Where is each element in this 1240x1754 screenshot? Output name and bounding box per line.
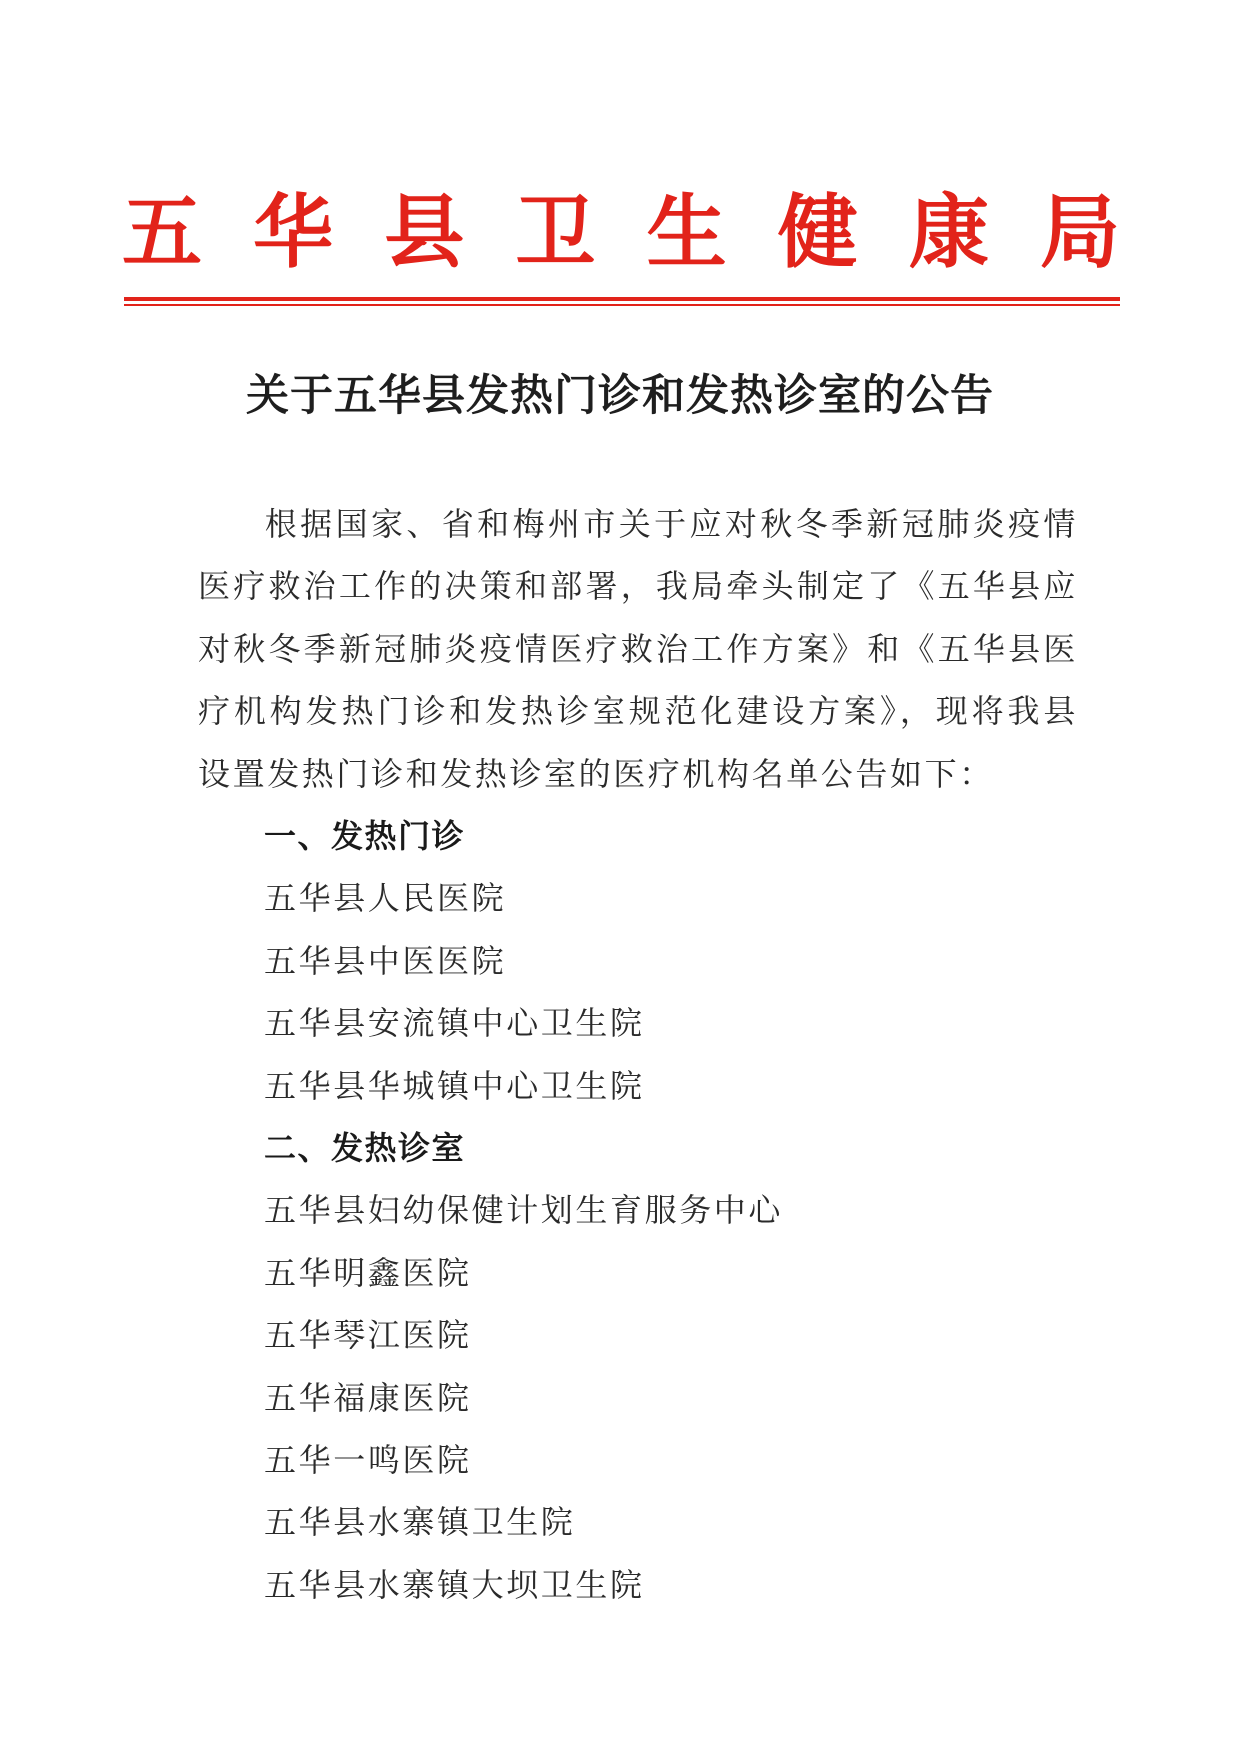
section-heading-fever-clinic: 一、发热门诊	[264, 817, 466, 855]
institution-list	[264, 805, 783, 1616]
letterhead-char: 华	[253, 185, 334, 279]
list-item: 五华明鑫医院	[264, 1253, 472, 1292]
letterhead-char: 康	[908, 185, 989, 279]
letterhead-char: 卫	[515, 185, 596, 279]
letterhead-char: 局	[1039, 185, 1120, 279]
letterhead-rule-thin	[124, 304, 1120, 306]
letterhead-char: 健	[777, 185, 858, 279]
letterhead-char: 五	[122, 185, 202, 279]
list-item: 五华琴江医院	[264, 1316, 472, 1355]
list-item: 五华县人民医院	[264, 879, 507, 918]
letterhead-char: 县	[384, 185, 465, 279]
body-paragraph	[198, 493, 1078, 805]
list-item: 五华一鸣医院	[264, 1440, 472, 1479]
letterhead-char: 生	[646, 185, 727, 279]
document-title: 关于五华县发热门诊和发热诊室的公告	[246, 371, 994, 421]
list-item: 五华县水寨镇大坝卫生院	[264, 1565, 645, 1604]
letterhead-org-name	[122, 185, 1120, 279]
list-item: 五华县水寨镇卫生院	[264, 1503, 576, 1542]
body-paragraph-text: 根据国家、省和梅州市关于应对秋冬季新冠肺炎疫情医疗救治工作的决策和部署，我局牵头制定了《五华县应对秋冬季新冠肺炎疫情医疗救治工作方案》和《五华县医疗机构发热门诊和发热诊室规范化建设方案》，现将我县设置发热门诊和发热诊室的医疗机构名单公告如下：	[198, 505, 1078, 793]
list-item: 五华县华城镇中心卫生院	[264, 1066, 645, 1105]
list-item: 五华县中医医院	[264, 941, 507, 980]
list-item: 五华福康医院	[264, 1378, 472, 1417]
section-heading-fever-room: 二、发热诊室	[264, 1128, 466, 1167]
letterhead-rule-thick	[124, 297, 1120, 301]
list-item: 五华县安流镇中心卫生院	[264, 1004, 645, 1043]
list-item: 五华县妇幼保健计划生育服务中心	[264, 1191, 784, 1230]
